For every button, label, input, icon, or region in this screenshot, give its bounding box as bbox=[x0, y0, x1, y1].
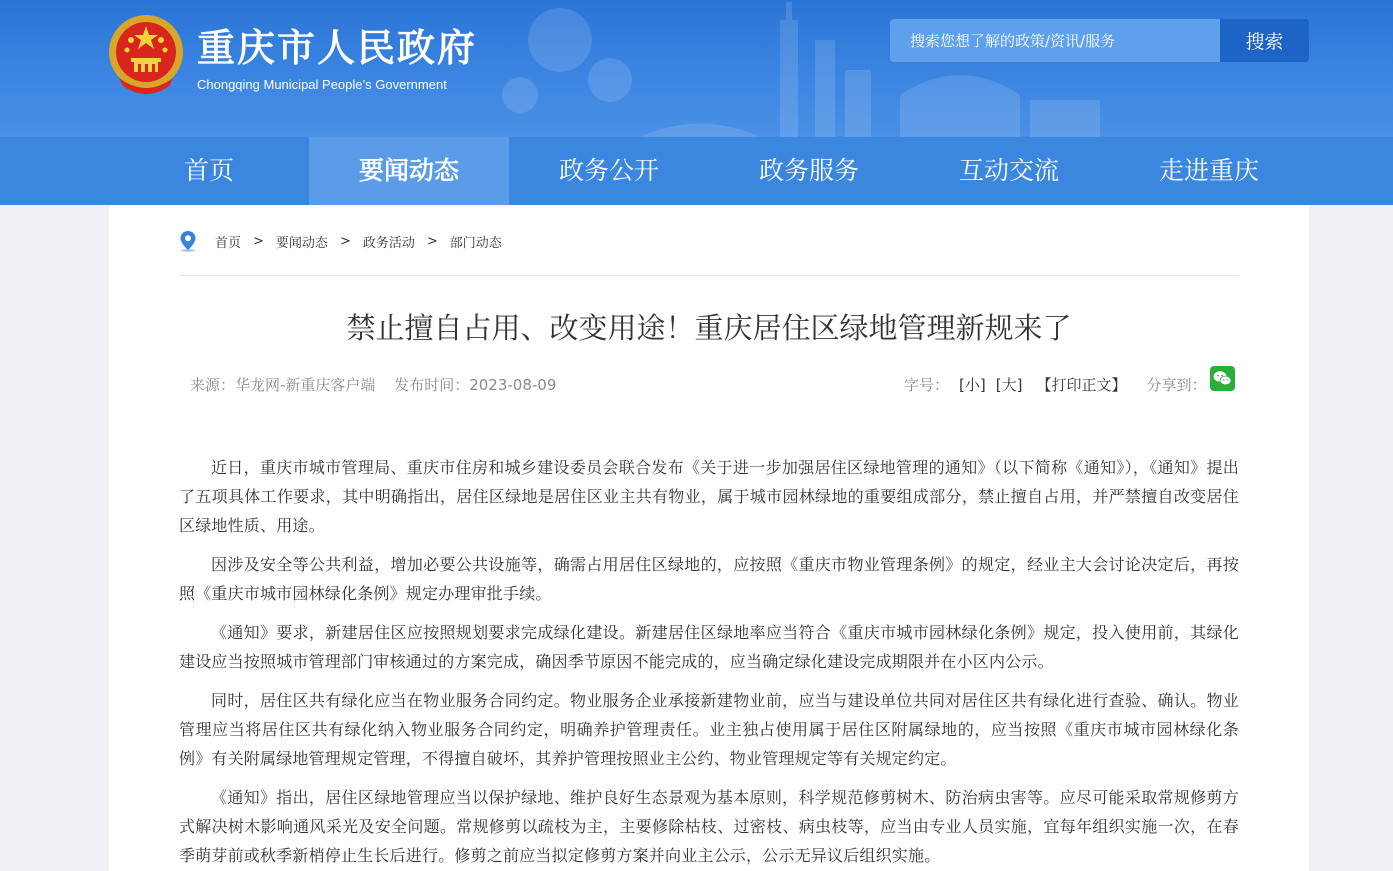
nav-item-gov-services[interactable]: 政务服务 bbox=[758, 156, 859, 185]
article-paragraph: 《通知》要求，新建居住区应按照规划要求完成绿化建设。新建居住区绿地率应当符合《重庆市城市园林绿化条例》规定，投入使用前，其绿化建设应当按照城市管理部门审核通过的方案完成，确因季节原因不能完成的，应当确定绿化建设完成期限并在小区内公示。 bbox=[179, 623, 1239, 671]
article-date: 发布时间：2023-08-09 bbox=[394, 376, 557, 394]
nav-item-home[interactable]: 首页 bbox=[183, 156, 234, 185]
search-button[interactable]: 搜索 bbox=[1220, 19, 1309, 62]
article-paragraph: 因涉及安全等公共利益，增加必要公共设施等，确需占用居住区绿地的，应按照《重庆市物业管理条例》的规定，经业主大会讨论决定后，再按照《重庆市城市园林绿化条例》规定办理审批手续。 bbox=[179, 555, 1239, 603]
breadcrumb bbox=[179, 229, 502, 253]
breadcrumb-news[interactable]: 要闻动态 bbox=[275, 235, 328, 251]
font-size-label: 字号： bbox=[904, 376, 950, 394]
location-pin-icon bbox=[179, 230, 197, 252]
article-paragraph: 同时，居住区共有绿化应当在物业服务合同约定。物业服务企业承接新建物业前，应当与建设单位共同对居住区共有绿化进行查验、确认。物业管理应当将居住区共有绿化纳入物业服务合同约定，明确养护管理责任。业主独占使用属于居住区附属绿地的，应当按照《重庆市城市园林绿化条例》有关附属绿地管理规定管理，不得擅自破坏，其养护管理按照业主公约、物业管理规定等有关规定约定。 bbox=[179, 691, 1239, 768]
wechat-share-icon[interactable] bbox=[1210, 366, 1235, 391]
article-body bbox=[179, 453, 1239, 871]
font-small-button[interactable]: [小] bbox=[959, 376, 986, 394]
article-meta bbox=[190, 375, 556, 395]
search-input[interactable] bbox=[890, 19, 1220, 62]
breadcrumb-separator: > bbox=[339, 233, 351, 249]
divider bbox=[179, 275, 1239, 276]
breadcrumb-dept-news[interactable]: 部门动态 bbox=[449, 235, 502, 251]
article-title: 禁止擅自占用、改变用途！重庆居住区绿地管理新规来了 bbox=[346, 311, 1072, 345]
wechat-icon bbox=[1210, 366, 1235, 391]
breadcrumb-home[interactable]: 首页 bbox=[215, 235, 242, 251]
breadcrumb-separator: > bbox=[253, 233, 264, 249]
search-box bbox=[890, 19, 1220, 62]
article-paragraph: 近日，重庆市城市管理局、重庆市住房和城乡建设委员会联合发布《关于进一步加强居住区绿地管理的通知》（以下简称《通知》），《通知》提出了五项具体工作要求，其中明确指出，居住区绿地是居住区业主共有物业，属于城市园林绿地的重要组成部分，禁止擅自占用，并严禁擅自改变居住区绿地性质、用途。 bbox=[179, 458, 1239, 535]
article-paragraph: 《通知》指出，居住区绿地管理应当以保护绿地、维护良好生态景观为基本原则，科学规范修剪树木、防治病虫害等。应尽可能采取常规修剪方式解决树木影响通风采光及安全问题。常规修剪以疏枝为主，主要修除枯枝、过密枝、病虫枝等，应当由专业人员实施，宜每年组织实施一次，在春季萌芽前或秋季新梢停止生长后进行。修剪之前应当拟定修剪方案并向业主公示，公示无异议后组织实施。 bbox=[179, 788, 1239, 865]
article-source: 来源：华龙网-新重庆客户端 bbox=[190, 376, 376, 394]
site-subtitle: Chongqing Municipal People’s Government bbox=[197, 77, 447, 92]
print-button[interactable]: 【打印正文】 bbox=[1036, 376, 1127, 394]
breadcrumb-separator: > bbox=[426, 233, 438, 249]
share-label: 分享到： bbox=[1146, 376, 1207, 394]
nav-item-about-chongqing[interactable]: 走进重庆 bbox=[1158, 156, 1259, 185]
article-container bbox=[109, 205, 1309, 871]
national-emblem-icon bbox=[107, 12, 185, 94]
breadcrumb-gov-activities[interactable]: 政务活动 bbox=[362, 235, 415, 251]
nav-item-interaction[interactable]: 互动交流 bbox=[958, 156, 1059, 185]
site-title: 重庆市人民政府 bbox=[197, 26, 478, 70]
nav-item-news[interactable]: 要闻动态 bbox=[309, 137, 509, 205]
font-large-button[interactable]: [大] bbox=[995, 376, 1023, 394]
article-tools bbox=[904, 375, 1206, 395]
main-nav bbox=[0, 137, 1393, 205]
nav-item-gov-affairs[interactable]: 政务公开 bbox=[558, 156, 659, 185]
